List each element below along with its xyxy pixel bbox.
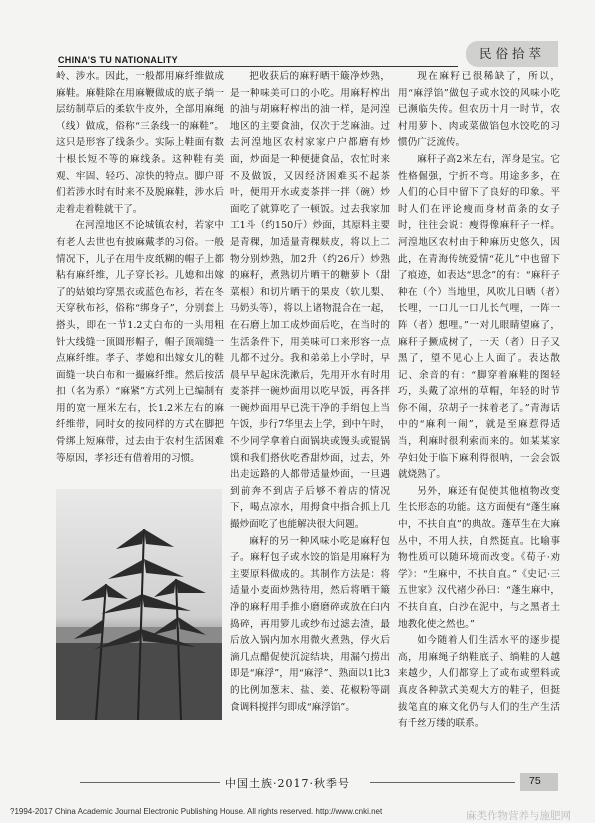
paragraph: 如今随着人们生活水平的逐步提高，用麻绳子纳鞋底子、绱鞋的人越来越少，人们都穿上了或布或塑料或真皮各种款式美观大方的鞋子，但挺拔笔直的麻文化仍与人们的生产生活有千丝万缕的联系。 [398,635,560,730]
article-column-1 [56,69,224,467]
footer-magazine-name: 中国土族·2017·秋季号 [225,777,350,790]
paragraph: 把收获后的麻籽晒干簸净炒熟，是一种味美可口的小吃。用麻籽榨出的油与胡麻籽榨出的油一样，是河湟地区的主要食油，仅次于芝麻油。过去河湟地区农村家家户户都磨有炒面，炒面是一种便捷食品，农忙时来不及做饭，又因经济困难买不起茶叶，便用开水或麦茶拌一拌（碗）炒面吃了就算吃了一顿饭。过去我家加工1斗（约150斤）炒面，其原料主要是青稞，加适量青稞麸皮，将以上二物分别炒熟，加2升（约26斤）炒熟的麻籽，煮熟切片晒干的糖萝卜（甜菜根）和切片晒干的果皮（软儿梨、马奶头等），将以上诸物混合在一起，在石磨上加工成炒面后吃，在当时的生活条件下，用美味可口来形容一点儿都不过分。我和弟弟上小学时，早晨早早起床洗漱后，先用开水有时用麦茶拌一碗炒面用以吃早饭，再各拌一碗炒面用早已洗干净的手绢包上当午饭，步行7华里去上学，到中午时，不少同学拿着白面锅块或馒头或锟锅馍和我们搭伙吃香甜炒面，过去，外出走远路的人都带适量炒面，一旦遇到前奔不到店子后够不着店的情况下，喝点凉水，用拇食中指合抓上几撮炒面吃了也能解决很大问题。 [230,71,390,531]
paragraph: 麻籽的另一种风味小吃是麻籽包子。麻籽包子或水饺的馅是用麻籽为主要原料做成的。其制作方法是：将适量小麦面炒熟待用，然后将晒干簸净的麻籽用手推小磨磨碎或放在臼内捣碎，再用箩儿或纱布过滤去渣，最后放入锅内加水用微火煮熟，俘火后滴几点醋促使沉淀结块，用漏勺捞出即是“麻浮”，用“麻浮”、熟面以1比3的比例加葱末、盐、姜、花椒粉等副食调料搅拌匀即成“麻浮馅”。 [230,535,390,713]
paragraph: 现在麻籽已很稀缺了，所以，用“麻浮馅”做包子或水饺的风味小吃已濒临失传。但农历十月一时节，农村用萝卜、肉或菜做馅包水饺吃的习惯仍广泛流传。 [398,71,560,149]
watermark-text: 麻类作物营养与施肥网 [466,810,571,822]
header-divider [58,66,458,67]
paragraph: 岭、涉水。因此，一般都用麻纤维做成麻鞋。麻鞋除在用麻鞭做成的底子绱一层纺制草后的柔软牛皮外，全部用麻绳（线）做成，俗称“三条线一的麻鞋”。这只是形容了线条少。实际上鞋面有数十根长短不等的麻线条。这种鞋有美观、牢固、轻巧、凉快的特点。脚户哥们若涉水时有时来不及脱麻鞋，涉水后走着走着鞋就干了。 [56,71,224,215]
footer-divider-left [80,782,220,783]
paragraph: 另外，麻还有促使其他植物改变生长形态的功能。这方面便有“蓬生麻中，不扶自直”的典故。蓬草生在大麻丛中，不用人扶，自然挺直。比喻事物性质可以随环境而改变。《荀子·劝学》：“生麻中，不扶自直。”《史记·三五世家》汉代褚少孙曰：“蓬生麻中，不扶自直，白沙在泥中，与之黑者土地教化使之然也。” [398,485,560,630]
paragraph: 在河湟地区不论城镇农村，若家中有老人去世也有披麻戴孝的习俗。一般情况下，儿子在用牛皮纸糊的帽子上都粘有麻纤维，儿子穿长衫。儿媳和出嫁了的姑娘均穿黑衣或蓝色布衫，若在冬天穿秋布衫，俗称“绑身子”，分别套上搭头，即在一节1.2丈白布的一头用粗针大线缝一顶圆形帽子，帽子顶端缝一点麻纤维。孝子、孝媳和出嫁女儿的鞋面缝一块白布和一撮麻纤维。然后按活扣（名为系）“麻紧”方式列上已编制有用的宽一厘米左右，长1.2米左右的麻纤维带，同时女的按同样的方式在脚把骨绑上短麻带，过去由于农村生活困难等原因，孝衫还有借着用的习惯。 [56,220,224,464]
hemp-plant-illustration [56,489,222,720]
hemp-plant-photo [56,489,222,720]
journal-title: CHINA’S TU NATIONALITY [58,55,178,65]
article-column-3 [398,69,560,733]
footer-divider-right [370,782,515,783]
paragraph: 麻秆子高2米左右，浑身是宝。它性格倔强，宁折不弯。用途多多，在人们的心目中留下了良好的印象。平时人们在评论瘦而身材苗条的女子时，往往会说：瘦得像麻秆子一样。河湟地区农村由于种麻历史悠久，因此，在青海传统爱情“花儿”中也留下了痕迹，如表达“思念”的有：“麻秆子种在（个）当地里，风吹儿日晒（者）长哩，一口儿一口儿长气哩，一阵一阵（者）想哩。”一对儿眼睛望麻了，麻秆子撅成树了，一天（者）日子又黑了，望不见心上人面了。表达散记、余音的有：“脚穿着麻鞋的图轻巧，头戴了凉州的草帽，年轻的时节你不闹，尕胡子一抹着老了。”青海话中的“麻利一闹”，就是至麻惹得适当，利麻时很利索而来的。如某某家孕妇处于临下麻利得很呐，一会会饭就烧熟了。 [398,153,560,481]
article-column-2 [230,69,390,716]
copyright-notice: ?1994-2017 China Academic Journal Electronic Publishing House. All rights reserved. http://www.cnki.net [10,807,383,816]
page-number: 75 [529,775,541,787]
column-tag: 民俗拾萃 [466,41,558,67]
